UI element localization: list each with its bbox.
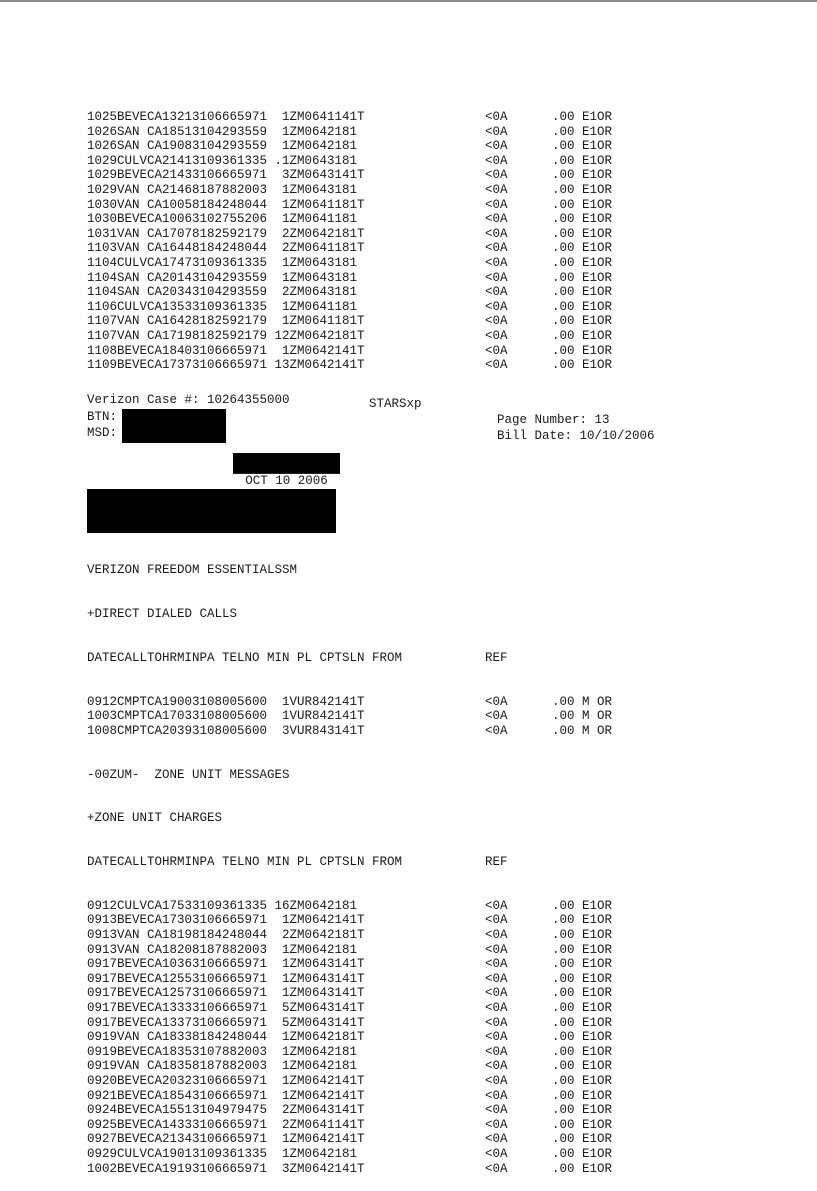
section-zone-unit-charges: +ZONE UNIT CHARGES: [87, 811, 223, 826]
call-detail: 0929CULVCA19013109361335 1ZM0642181: [87, 1146, 358, 1161]
call-detail-table-continued: [87, 110, 767, 373]
amount: .00 E1OR: [552, 1088, 613, 1103]
ref-code: <0A: [485, 1001, 508, 1015]
call-detail: 0913BEVECA17303106665971 1ZM0642141T: [87, 913, 365, 928]
system-name: STARSxp: [369, 397, 422, 411]
amount: .00 M OR: [552, 694, 613, 709]
call-detail: 0917BEVECA13373106665971 5ZM0643141T: [87, 1015, 365, 1030]
ref-code: <0A: [485, 139, 508, 154]
amount: .00 E1OR: [552, 153, 613, 168]
call-detail: 0927BEVECA21343106665971 1ZM0642141T: [87, 1132, 365, 1147]
table-row: [87, 198, 767, 213]
redaction-block-stamp: [233, 453, 340, 473]
zone-unit-messages: -00ZUM- ZONE UNIT MESSAGES: [87, 767, 290, 782]
call-detail: 0913VAN CA18208187882003 1ZM0642181: [87, 942, 358, 957]
ref-code: <0A: [485, 270, 508, 285]
table-row: [87, 154, 767, 169]
ref-code: <0A: [485, 124, 508, 139]
table-row: [87, 241, 767, 256]
call-detail: 1008CMPTCA20393108005600 3VUR843141T: [87, 723, 365, 738]
call-detail: 0921BEVECA18543106665971 1ZM0642141T: [87, 1088, 365, 1103]
ref-code: <0A: [485, 358, 508, 373]
redaction-block-btn-msd: [122, 409, 226, 443]
call-detail: 0917BEVECA10363106665971 1ZM0643141T: [87, 957, 365, 972]
amount: .00 E1OR: [552, 1015, 613, 1030]
amount: .00 E1OR: [552, 928, 613, 943]
ref-code: <0A: [485, 226, 508, 241]
table-row: [87, 314, 767, 329]
amount: .00 E1OR: [552, 139, 613, 154]
call-detail: 0919VAN CA18358187882003 1ZM0642181: [87, 1059, 358, 1074]
btn-label: BTN:: [87, 410, 118, 424]
verizon-case-number: Verizon Case #: 10264355000: [87, 393, 290, 407]
amount: .00 E1OR: [552, 168, 613, 183]
table-row: [87, 1074, 767, 1089]
ref-code: <0A: [485, 1117, 508, 1132]
redaction-block-account: [87, 489, 336, 533]
call-detail: 0917BEVECA13333106665971 5ZM0643141T: [87, 1001, 365, 1015]
table-row: [87, 168, 767, 183]
table-row: [87, 358, 767, 373]
amount: .00 E1OR: [552, 241, 613, 256]
amount: .00 E1OR: [552, 1030, 613, 1045]
table-row: [87, 256, 767, 271]
amount: .00 M OR: [552, 709, 613, 724]
table-row: [87, 183, 767, 198]
ref-code: <0A: [485, 285, 508, 300]
ref-code: <0A: [485, 212, 508, 227]
amount: .00 E1OR: [552, 255, 613, 270]
ref-code: <0A: [485, 197, 508, 212]
ref-code: <0A: [485, 299, 508, 314]
ref-code: <0A: [485, 723, 508, 738]
ref-code: <0A: [485, 1030, 508, 1045]
table-row: [87, 1089, 767, 1104]
table-row: [87, 1132, 767, 1147]
ref-code: <0A: [485, 1132, 508, 1147]
table-row: [87, 212, 767, 227]
table-row: [87, 271, 767, 286]
call-detail: 1106CULVCA13533109361335 1ZM0641181: [87, 299, 358, 314]
table-row: [87, 1162, 767, 1177]
ref-code: <0A: [485, 255, 508, 270]
amount: .00 E1OR: [552, 1103, 613, 1118]
amount: .00 M OR: [552, 723, 613, 738]
call-detail: 1104SAN CA20143104293559 1ZM0643181: [87, 270, 358, 285]
ref-code: <0A: [485, 1073, 508, 1088]
section-direct-dialed: +DIRECT DIALED CALLS: [87, 606, 238, 621]
amount: .00 E1OR: [552, 1073, 613, 1088]
ref-code: <0A: [485, 241, 508, 256]
amount: .00 E1OR: [552, 182, 613, 197]
amount: .00 E1OR: [552, 197, 613, 212]
ref-code: <0A: [485, 314, 508, 329]
amount: .00 E1OR: [552, 314, 613, 329]
table-row: [87, 285, 767, 300]
table-row: [87, 344, 767, 359]
bill-date: Bill Date: 10/10/2006: [497, 429, 655, 443]
table-row: [87, 125, 767, 140]
ref-code: <0A: [485, 942, 508, 957]
call-detail: 1029CULVCA21413109361335 .1ZM0643181: [87, 153, 358, 168]
ref-code: <0A: [485, 913, 508, 928]
table-row: [87, 300, 767, 315]
direct-dialed-rows: [87, 695, 767, 739]
table-row: [87, 1001, 767, 1016]
page-number: Page Number: 13: [497, 413, 610, 427]
amount: .00 E1OR: [552, 957, 613, 972]
table-row: [87, 1059, 767, 1074]
amount: .00 E1OR: [552, 124, 613, 139]
table-row: [87, 1016, 767, 1031]
call-detail: 0912CULVCA17533109361335 16ZM0642181: [87, 898, 358, 913]
amount: .00 E1OR: [552, 212, 613, 227]
amount: .00 E1OR: [552, 299, 613, 314]
column-header: DATECALLTOHRMINPA TELNO MIN PL CPTSLN FROM REF: [87, 650, 508, 665]
amount: .00 E1OR: [552, 1059, 613, 1074]
call-detail: 0917BEVECA12573106665971 1ZM0643141T: [87, 986, 365, 1001]
amount: .00 E1OR: [552, 898, 613, 913]
table-row: [87, 943, 767, 958]
amount: .00 E1OR: [552, 1146, 613, 1161]
table-row: [87, 913, 767, 928]
ref-code: <0A: [485, 986, 508, 1001]
ref-code: <0A: [485, 343, 508, 358]
call-detail: 1107VAN CA17198182592179 12ZM0642181T: [87, 328, 365, 343]
call-detail: 1104CULVCA17473109361335 1ZM0643181: [87, 255, 358, 270]
amount: .00 E1OR: [552, 110, 613, 124]
table-row: [87, 957, 767, 972]
ref-code: <0A: [485, 168, 508, 183]
table-row: [87, 227, 767, 242]
amount: .00 E1OR: [552, 913, 613, 928]
ref-code: <0A: [485, 1146, 508, 1161]
ref-code: <0A: [485, 1161, 508, 1176]
amount: .00 E1OR: [552, 986, 613, 1001]
table-row: [87, 1147, 767, 1162]
table-row: [87, 329, 767, 344]
call-detail: 1107VAN CA16428182592179 1ZM0641181T: [87, 314, 365, 329]
call-detail: 0925BEVECA14333106665971 2ZM0641141T: [87, 1117, 365, 1132]
amount: .00 E1OR: [552, 1132, 613, 1147]
ref-code: <0A: [485, 328, 508, 343]
amount: .00 E1OR: [552, 226, 613, 241]
ref-code: <0A: [485, 1059, 508, 1074]
amount: .00 E1OR: [552, 328, 613, 343]
ref-code: <0A: [485, 898, 508, 913]
ref-code: <0A: [485, 1015, 508, 1030]
call-detail: 1108BEVECA18403106665971 1ZM0642141T: [87, 343, 365, 358]
call-detail: 1104SAN CA20343104293559 2ZM0643181: [87, 285, 358, 300]
call-detail: 0919BEVECA18353107882003 1ZM0642181: [87, 1044, 358, 1059]
call-detail: 0917BEVECA12553106665971 1ZM0643141T: [87, 971, 365, 986]
call-detail: 0924BEVECA15513104979475 2ZM0643141T: [87, 1103, 365, 1118]
ref-code: <0A: [485, 1088, 508, 1103]
ref-code: <0A: [485, 971, 508, 986]
plan-title: VERIZON FREEDOM ESSENTIALSSM: [87, 563, 298, 578]
call-detail: 1029BEVECA21433106665971 3ZM0643141T: [87, 168, 365, 183]
call-detail: 0913VAN CA18198184248044 2ZM0642181T: [87, 928, 365, 943]
amount: .00 E1OR: [552, 285, 613, 300]
table-row: [87, 139, 767, 154]
call-detail: 1002BEVECA19193106665971 3ZM0642141T: [87, 1161, 365, 1176]
table-row: [87, 928, 767, 943]
table-row: [87, 724, 767, 739]
table-row: [87, 709, 767, 724]
table-row: [87, 986, 767, 1001]
column-header-2: DATECALLTOHRMINPA TELNO MIN PL CPTSLN FROM REF: [87, 855, 508, 870]
amount: .00 E1OR: [552, 1117, 613, 1132]
amount: .00 E1OR: [552, 270, 613, 285]
ref-code: <0A: [485, 694, 508, 709]
msd-label: MSD:: [87, 426, 118, 440]
table-row: [87, 1118, 767, 1133]
call-detail: 1109BEVECA17373106665971 13ZM0642141T: [87, 358, 365, 373]
call-detail: 1026SAN CA18513104293559 1ZM0642181: [87, 124, 358, 139]
table-row: [87, 695, 767, 710]
amount: .00 E1OR: [552, 1161, 613, 1176]
call-detail: 0912CMPTCA19003108005600 1VUR842141T: [87, 694, 365, 709]
page-top-border: [0, 0, 817, 2]
call-detail: 1103VAN CA16448184248044 2ZM0641181T: [87, 241, 365, 256]
ref-code: <0A: [485, 709, 508, 724]
call-detail: 1030VAN CA10058184248044 1ZM0641181T: [87, 197, 365, 212]
amount: .00 E1OR: [552, 343, 613, 358]
ref-code: <0A: [485, 110, 508, 124]
table-row: [87, 1030, 767, 1045]
table-row: [87, 1103, 767, 1118]
call-detail: 1026SAN CA19083104293559 1ZM0642181: [87, 139, 358, 154]
ref-code: <0A: [485, 153, 508, 168]
ref-code: <0A: [485, 182, 508, 197]
call-detail: 0919VAN CA18338184248044 1ZM0642181T: [87, 1030, 365, 1045]
table-row: [87, 1045, 767, 1060]
ref-code: <0A: [485, 1044, 508, 1059]
zone-unit-rows: [87, 899, 767, 1176]
table-row: [87, 899, 767, 914]
table-row: [87, 110, 767, 125]
table-row: [87, 972, 767, 987]
ref-code: <0A: [485, 957, 508, 972]
call-detail: 1003CMPTCA17033108005600 1VUR842141T: [87, 709, 365, 724]
ref-code: <0A: [485, 928, 508, 943]
amount: .00 E1OR: [552, 1001, 613, 1015]
ref-code: <0A: [485, 1103, 508, 1118]
amount: .00 E1OR: [552, 942, 613, 957]
billing-detail-section: [87, 534, 767, 1191]
call-detail: 0920BEVECA20323106665971 1ZM0642141T: [87, 1073, 365, 1088]
call-detail: 1031VAN CA17078182592179 2ZM0642181T: [87, 226, 365, 241]
call-detail: 1025BEVECA13213106665971 1ZM0641141T: [87, 110, 365, 124]
amount: .00 E1OR: [552, 1044, 613, 1059]
date-stamp: OCT 10 2006: [233, 473, 340, 489]
amount: .00 E1OR: [552, 971, 613, 986]
call-detail: 1029VAN CA21468187882003 1ZM0643181: [87, 182, 358, 197]
call-detail: 1030BEVECA10063102755206 1ZM0641181: [87, 212, 358, 227]
amount: .00 E1OR: [552, 358, 613, 373]
